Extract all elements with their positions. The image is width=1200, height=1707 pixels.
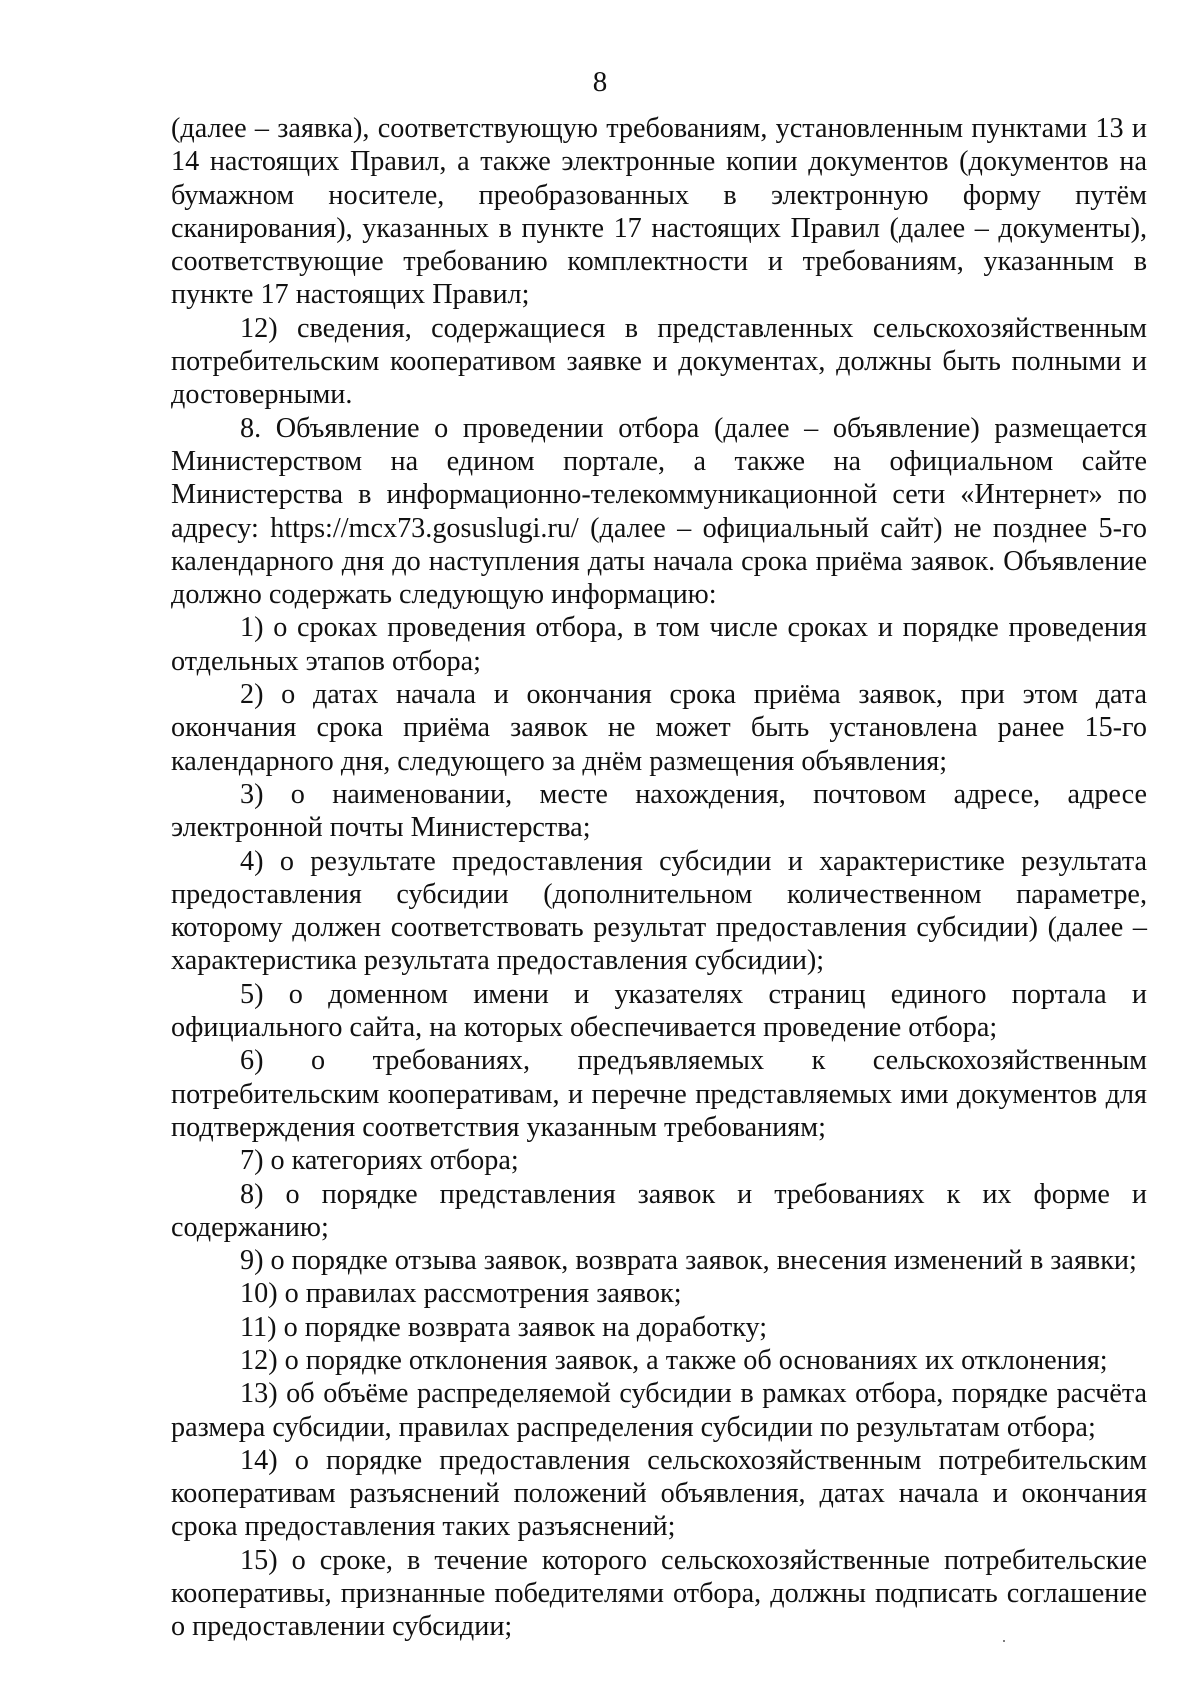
list-item-3: 3) о наименовании, месте нахождения, почтовом адресе, адресе электронной почты Министерства; — [171, 778, 1147, 844]
paragraph-item-12-information: 12) сведения, содержащиеся в представленных сельскохозяйственным потребительским кооперативом заявке и документах, должны быть полными и достоверными. — [171, 312, 1147, 411]
list-item-12: 12) о порядке отклонения заявок, а также об основаниях их отклонения; — [240, 1344, 1108, 1376]
page-number: 8 — [592, 66, 608, 98]
list-item-4: 4) о результате предоставления субсидии и характеристике результата предоставления субсидии (дополнительном количественном параметре, которому должен соответствовать результат предоставления субсидии) (далее – характеристика результата предоставления субсидии); — [171, 845, 1147, 977]
list-item-7: 7) о категориях отбора; — [240, 1145, 519, 1177]
list-item-5: 5) о доменном имени и указателях страниц единого портала и официального сайта, на которых обеспечивается проведение отбора; — [171, 978, 1147, 1044]
list-item-9: 9) о порядке отзыва заявок, возврата заявок, внесения изменений в заявки; — [240, 1245, 1137, 1277]
list-item-6: 6) о требованиях, предъявляемых к сельскохозяйственным потребительским кооперативам, и перечне представляемых ими документов для подтверждения соответствия указанным требованиям; — [171, 1045, 1147, 1143]
scan-artifact-dot — [1003, 1640, 1005, 1642]
list-item-11: 11) о порядке возврата заявок на доработку; — [240, 1311, 768, 1343]
list-item-1: 1) о сроках проведения отбора, в том числе сроках и порядке проведения отдельных этапов отбора; — [171, 612, 1147, 677]
list-item-13: 13) об объёме распределяемой субсидии в рамках отбора, порядке расчёта размера субсидии, правилах распределения субсидии по результатам отбора; — [171, 1378, 1147, 1443]
list-item-15: 15) о сроке, в течение которого сельскохозяйственные потребительские кооперативы, признанные победителями отбора, должны подписать соглашение о предоставлении субсидии; — [171, 1544, 1147, 1643]
paragraph-continuation: (далее – заявка), соответствующую требованиям, установленным пунктами 13 и 14 настоящих Правил, а также электронные копии документов (документов на бумажном носителе, преобразованных в электронную форму путём сканирования), указанных в пункте 17 настоящих Правил (далее – документы), соответствующие требованию комплектности и требованиям, указанным в пункте 17 настоящих Правил; — [171, 113, 1147, 311]
paragraph-section-8-announcement: 8. Объявление о проведении отбора (далее – объявление) размещается Министерством на едином портале, а также на официальном сайте Министерства в информационно-телекоммуникационной сети «Интернет» по адресу: https://mcx73.gosuslugi.ru/ (далее – официальный сайт) не позднее 5-го календарного дня до наступления даты начала срока приёма заявок. Объявление должно содержать следующую информацию: — [171, 412, 1147, 611]
list-item-14: 14) о порядке предоставления сельскохозяйственным потребительским кооперативам разъяснений положений объявления, датах начала и окончания срока предоставления таких разъяснений; — [171, 1444, 1147, 1543]
list-item-2: 2) о датах начала и окончания срока приёма заявок, при этом дата окончания срока приёма заявок не может быть установлена ранее 15-го календарного дня, следующего за днём размещения объявления; — [171, 679, 1147, 777]
document-body — [171, 112, 1147, 1644]
list-item-8: 8) о порядке представления заявок и требованиях к их форме и содержанию; — [171, 1178, 1147, 1243]
list-item-10: 10) о правилах рассмотрения заявок; — [240, 1278, 682, 1310]
